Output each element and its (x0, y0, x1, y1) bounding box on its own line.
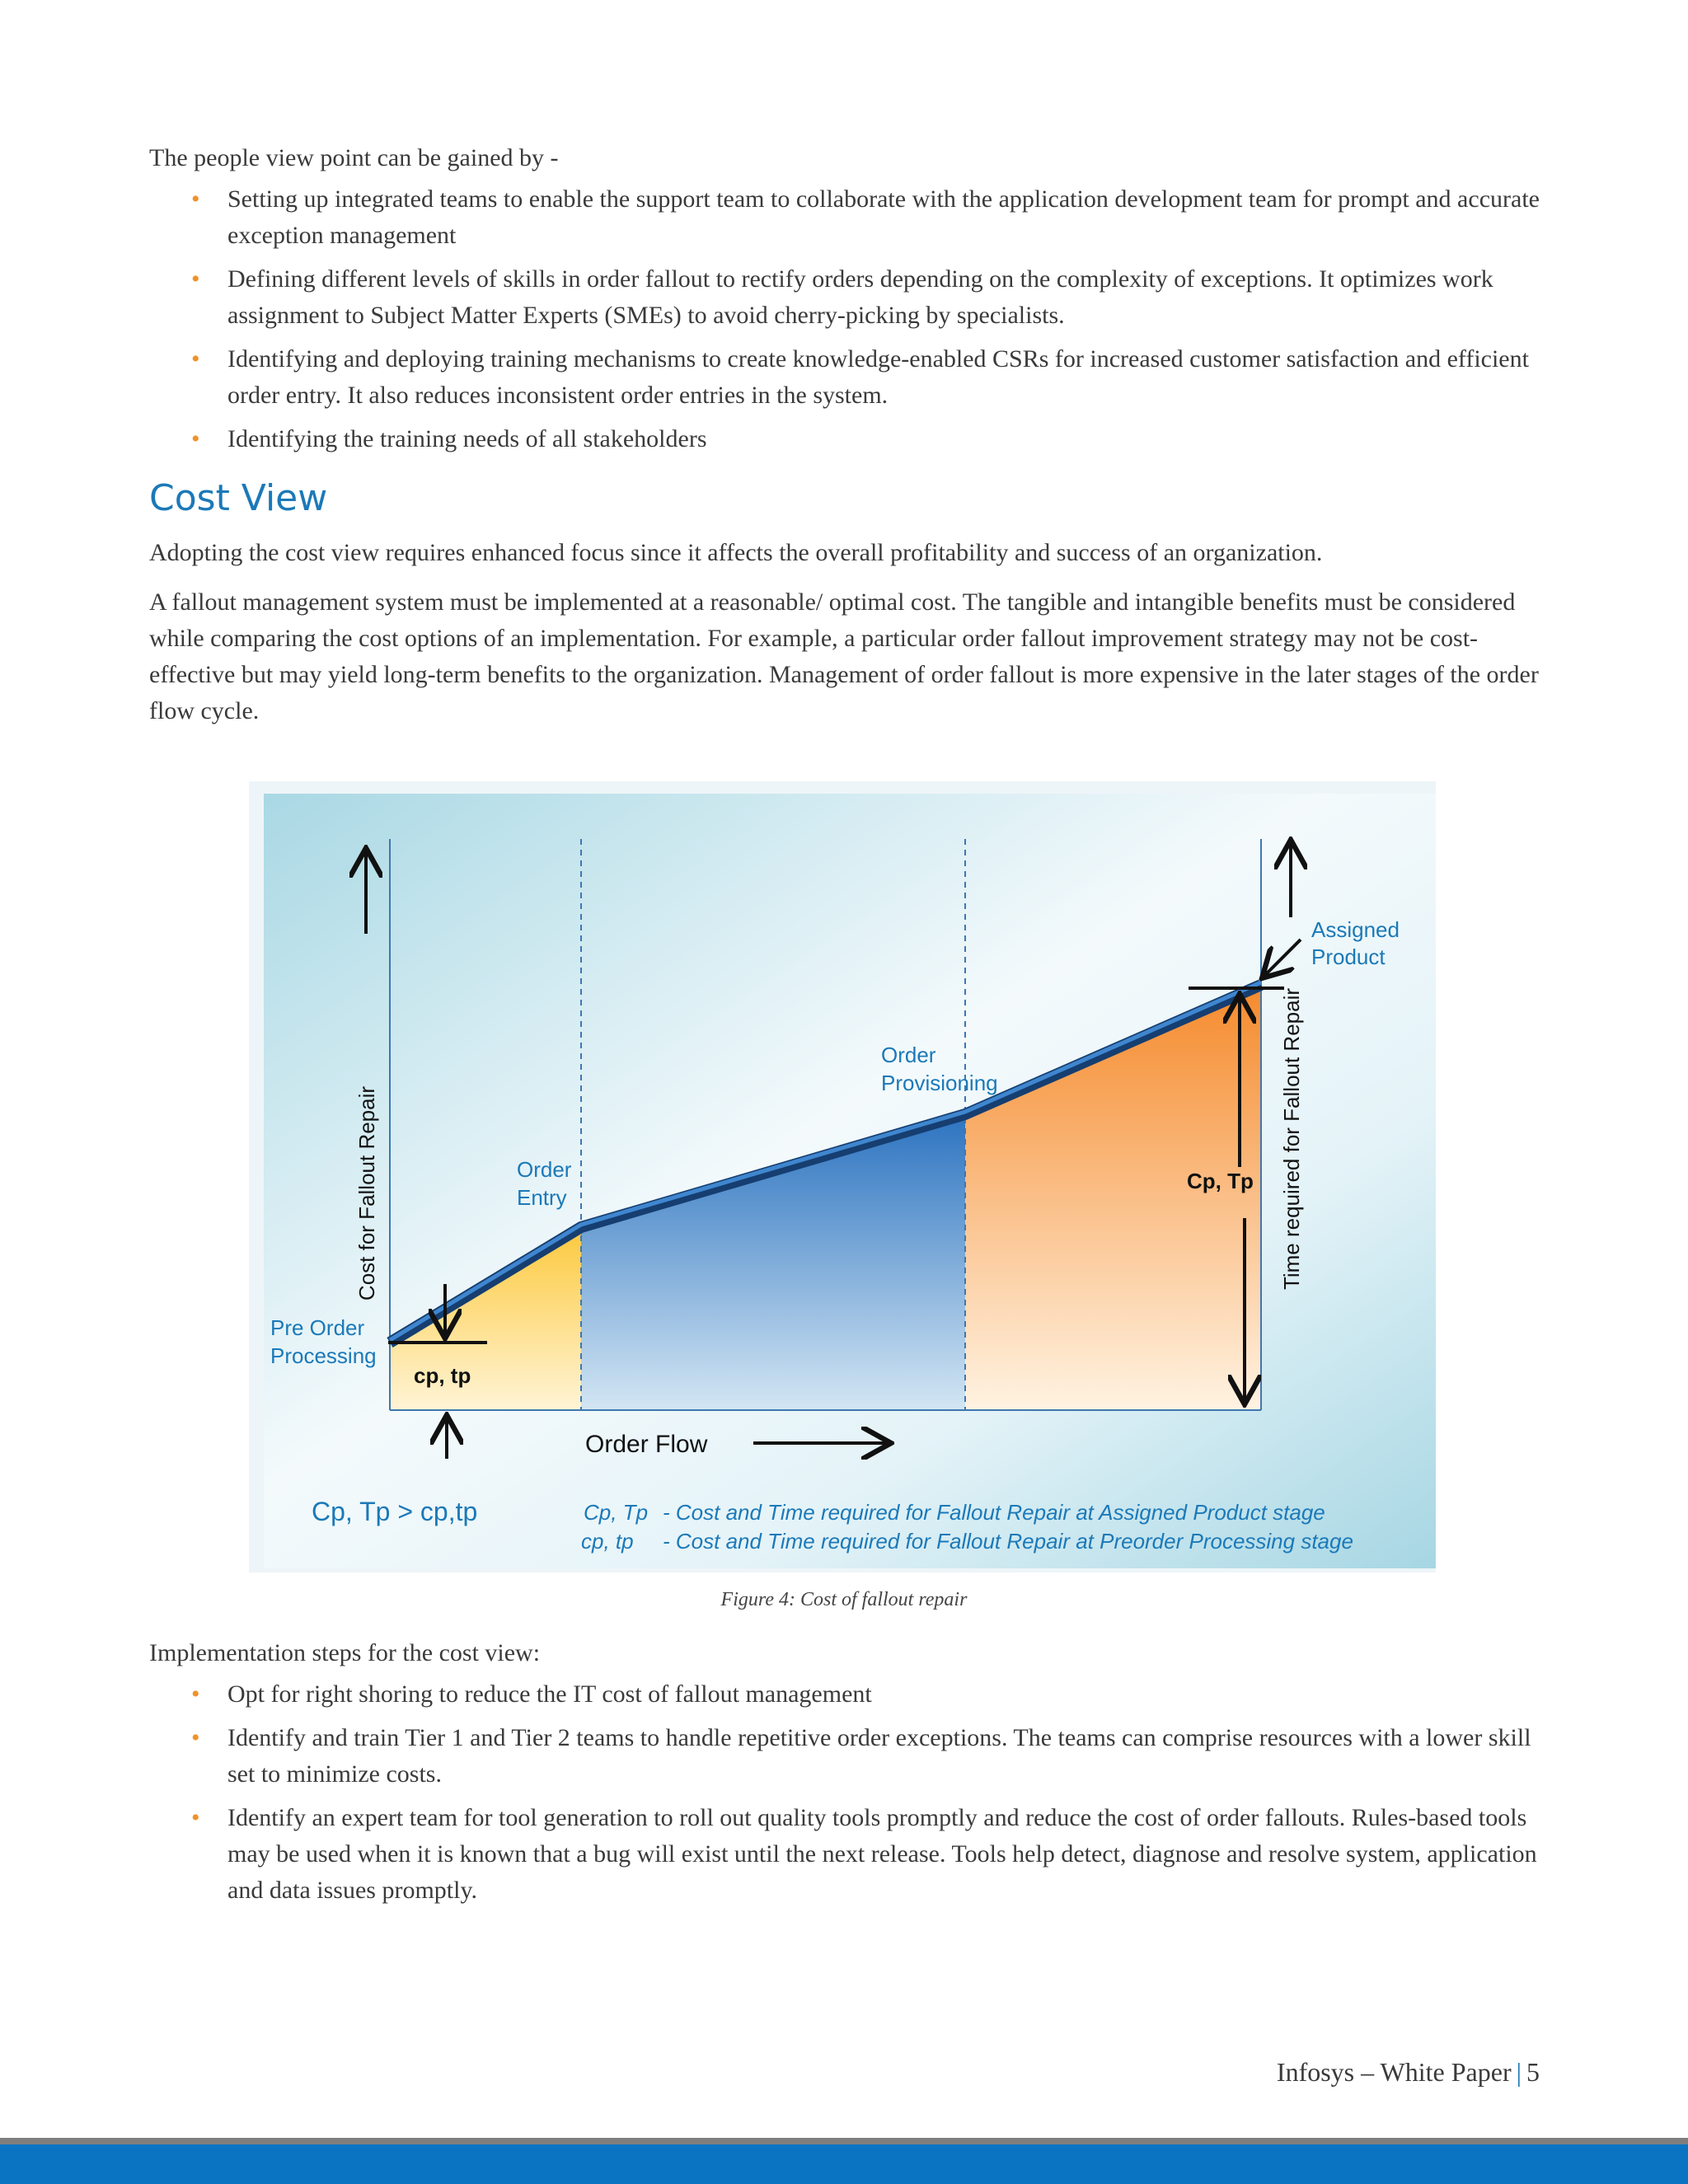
fallout-diagram (249, 781, 1436, 1572)
implementation-bullet-list (149, 1676, 1550, 1909)
list-item: • Setting up integrated teams to enable the support team to collaborate with the application development team for prompt and accurate exception management (227, 181, 1550, 254)
bullet-icon: • (191, 345, 200, 373)
stage-label-assigned-line1: Assigned (1311, 917, 1400, 942)
list-item: • Identify and train Tier 1 and Tier 2 teams to handle repetitive order exceptions. The teams can comprise resources with a lower skill set to minimize costs. (227, 1720, 1550, 1793)
stage-label-prov-line1: Order (881, 1043, 936, 1067)
cost-of-fallout-figure (249, 781, 1436, 1572)
bullet-icon: • (191, 185, 200, 213)
stage-label-entry-line1: Order (517, 1157, 572, 1182)
legend-1-text: - Cost and Time required for Fallout Repair at Assigned Product stage (663, 1500, 1325, 1525)
y-axis-label: Cost for Fallout Repair (354, 1085, 379, 1301)
big-cost-label: Cp, Tp (1187, 1169, 1254, 1193)
bullet-icon: • (191, 425, 200, 452)
stage-label-pre-line2: Processing (270, 1343, 377, 1368)
bullet-icon: • (191, 1724, 200, 1751)
stage-label-entry-line2: Entry (517, 1185, 567, 1210)
footer-grey-bar (0, 2138, 1688, 2144)
legend-2-key: cp, tp (581, 1529, 634, 1554)
comparison-label: Cp, Tp > cp,tp (312, 1497, 478, 1526)
bullet-icon: • (191, 265, 200, 293)
footer-blue-bar (0, 2144, 1688, 2184)
footer-brand: Infosys – White Paper (1276, 2057, 1512, 2087)
list-item: • Defining different levels of skills in order fallout to rectify orders depending on the complexity of exceptions. It optimizes work assignment to Subject Matter Experts (SMEs) to avoid cherry-picking by specialists. (227, 261, 1550, 334)
list-item: • Identifying the training needs of all stakeholders (227, 421, 1550, 457)
implementation-lead: Implementation steps for the cost view: (149, 1639, 541, 1666)
legend-1-key: Cp, Tp (584, 1500, 649, 1525)
intro-lead: The people view point can be gained by - (149, 144, 559, 171)
cost-view-paragraph-1: Adopting the cost view requires enhanced focus since it affects the overall profitability and success of an organization. (149, 539, 1323, 566)
implementation-section (149, 1635, 1550, 1916)
page-footer (1277, 2057, 1540, 2088)
page-number: 5 (1526, 2057, 1540, 2087)
list-item: • Opt for right shoring to reduce the IT cost of fallout management (227, 1676, 1550, 1713)
footer-separator: | (1516, 2057, 1522, 2087)
legend-2-text: - Cost and Time required for Fallout Repair at Preorder Processing stage (663, 1529, 1353, 1554)
y-axis-right-label: Time required for Fallout Repair (1279, 987, 1304, 1291)
figure-caption: Figure 4: Cost of fallout repair (720, 1589, 968, 1610)
people-viewpoint-section (149, 140, 1550, 729)
small-cost-label: cp, tp (414, 1363, 471, 1388)
list-item: • Identify an expert team for tool generation to roll out quality tools promptly and reduce the cost of order fallouts. Rules-based tools may be used when it is known that a bug will exist until the next release. Tools help detect, diagnose and resolve system, application and data issues promptly. (227, 1800, 1550, 1909)
stage-label-prov-line2: Provisioning (881, 1071, 998, 1095)
stage-label-pre-line1: Pre Order (270, 1315, 365, 1340)
x-axis-label: Order Flow (585, 1431, 708, 1458)
bullet-icon: • (191, 1680, 200, 1708)
intro-bullet-list (149, 181, 1550, 457)
bullet-icon: • (191, 1804, 200, 1831)
stage-label-assigned-line2: Product (1311, 944, 1386, 969)
section-heading-cost-view: Cost View (149, 477, 328, 519)
list-item: • Identifying and deploying training mechanisms to create knowledge-enabled CSRs for increased customer satisfaction and efficient order entry. It also reduces inconsistent order entries in the system. (227, 341, 1550, 414)
cost-view-paragraph-2: A fallout management system must be implemented at a reasonable/ optimal cost. The tangible and intangible benefits must be considered while comparing the cost options of an implementation. For example, a particular order fallout improvement strategy may not be cost-effective but may yield long-term benefits to the organization. Management of order fallout is more expensive in the later stages of the order flow cycle. (149, 588, 1539, 724)
